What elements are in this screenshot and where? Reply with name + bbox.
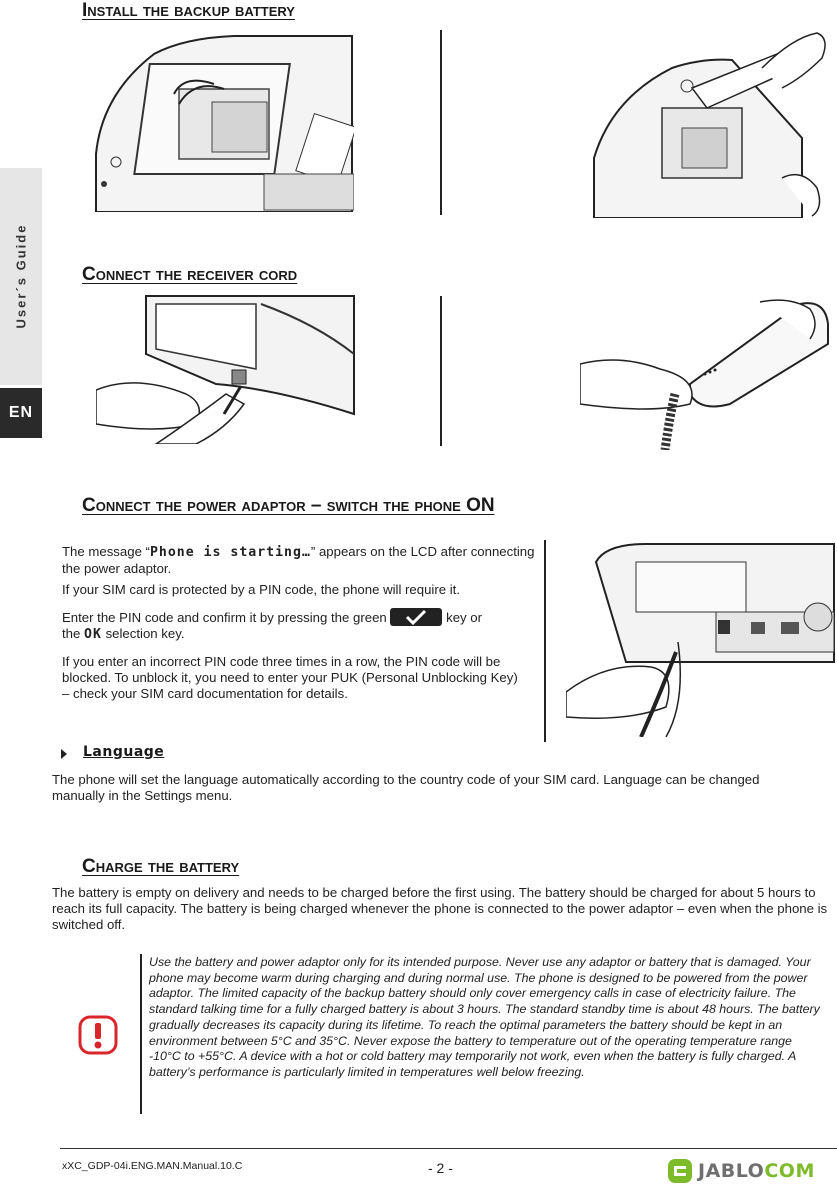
- language-title: Language: [83, 744, 165, 760]
- text-image-divider: [544, 540, 546, 742]
- power-p1-before: The message “: [62, 544, 150, 559]
- battery-warning-text: Use the battery and power adaptor only for its intended purpose. Never use any adaptor or battery that is damaged. Your phone may become warm during charging and during normal use. The phone is designed to be powered from the power adaptor. The limited capacity of the backup battery should only cover emergency calls in case of electricity failure. The standard talking time for a fully charged battery is about 3 hours. The standard standby time is about 48 hours. The battery gradually decreases its capacity during its lifetime. To reach the optimal parameters the battery should be kept in an environment between 5°C and 35°C. Never expose the battery to temperature out of the operating temperature range -10°C to +55°C. A device with a hot or cold battery may temporarily not work, even when the battery is fully charged. A battery’s performance is particularly limited in temperatures well below freezing.: [149, 955, 820, 1079]
- image-divider: [440, 30, 442, 215]
- receiver-cord-title: Connect the receiver cord: [82, 264, 298, 285]
- power-adaptor-title: [82, 495, 495, 517]
- warning-exclamation-icon: [78, 1015, 118, 1055]
- power-message-paragraph: [62, 544, 538, 577]
- logo-text-jablo: JABLO: [698, 1160, 765, 1182]
- bullet-arrow-icon: [60, 748, 68, 760]
- document-code: xXC_GDP-04i.ENG.MAN.Manual.10.C: [62, 1160, 243, 1172]
- page-number: - 2 -: [428, 1160, 453, 1176]
- jablocom-logo: [666, 1157, 815, 1185]
- power-adaptor-title-on: ON: [466, 495, 495, 516]
- install-battery-title: Install the backup battery: [82, 0, 295, 21]
- receiver-cord-plug-illustration: [96, 294, 356, 444]
- pin-confirm-text: Enter the PIN code and confirm it by pressing the green: [62, 610, 387, 625]
- power-adaptor-title-text: Connect the power adaptor – switch the phone: [82, 495, 467, 516]
- pin-key-or: key or: [446, 610, 483, 625]
- handset-cord-illustration: [580, 294, 830, 450]
- sidebar-guide-label: User´s Guide: [13, 223, 29, 329]
- language-code-tab: EN: [0, 388, 42, 438]
- pin-required-paragraph: If your SIM card is protected by a PIN code, the phone will require it.: [62, 582, 461, 597]
- power-adaptor-plug-illustration: [566, 542, 836, 737]
- pin-blocked-paragraph: If you enter an incorrect PIN code three times in a row, the PIN code will be blocked. To unblock it, you need to enter your PUK (Personal Unblocking Key) – check your SIM card documentation for details.: [62, 654, 518, 701]
- power-p1-after: ” appears on the LCD after connecting the power adaptor.: [62, 544, 535, 576]
- lcd-message-text: Phone is starting…: [149, 545, 311, 560]
- pin-selection-key: selection key.: [105, 626, 185, 641]
- charge-battery-title: Charge the battery: [82, 856, 240, 877]
- jablocom-logo-icon: [666, 1157, 694, 1185]
- pin-confirm-paragraph: [62, 608, 538, 643]
- battery-insert-hand-illustration: [592, 28, 832, 218]
- image-divider: [440, 296, 442, 446]
- ok-key-label: OK: [84, 627, 102, 642]
- charge-paragraph: The battery is empty on delivery and needs to be charged before the first using. The battery should be charged for about 5 hours to reach its full capacity. The battery is being charged whenever the phone is connected to the power adaptor – even when the phone is switched off.: [52, 885, 828, 932]
- green-key-icon: [390, 608, 442, 626]
- logo-text-com: COM: [764, 1160, 815, 1182]
- battery-compartment-illustration: [94, 34, 354, 212]
- footer-rule: [60, 1148, 837, 1149]
- language-paragraph: The phone will set the language automatically according to the country code of your SIM card. Language can be changed manually in the Settings menu.: [52, 772, 760, 803]
- pin-the: the: [62, 626, 81, 641]
- warning-divider: [140, 954, 142, 1114]
